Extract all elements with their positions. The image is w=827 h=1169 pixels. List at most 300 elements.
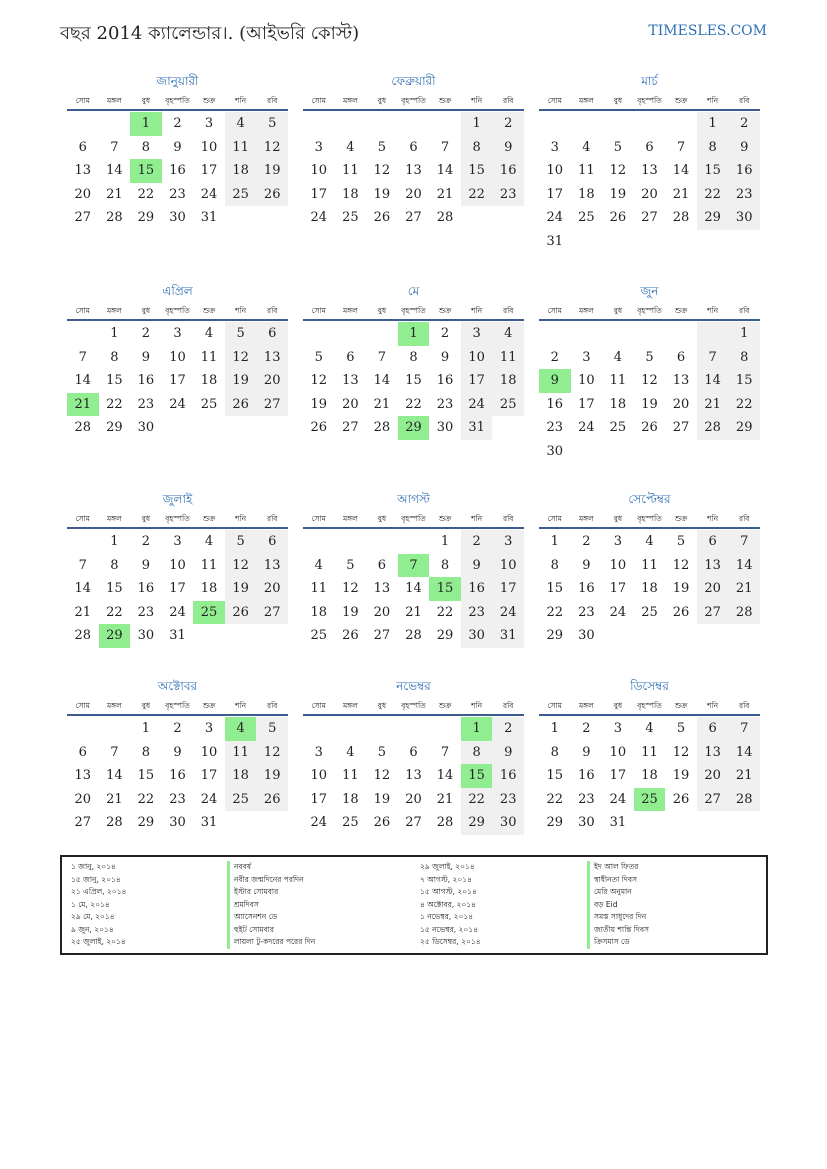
- day-cell[interactable]: 7: [676, 139, 686, 155]
- day-cell[interactable]: 12: [225, 346, 257, 370]
- day-cell[interactable]: 5: [225, 530, 257, 554]
- day-cell[interactable]: 10: [169, 557, 186, 573]
- day-cell[interactable]: 4: [582, 139, 591, 155]
- day-cell[interactable]: 14: [74, 581, 92, 597]
- day-cell[interactable]: 5: [377, 744, 387, 760]
- day-cell[interactable]: 30: [461, 624, 493, 648]
- day-cell[interactable]: 22: [461, 788, 493, 812]
- day-cell[interactable]: 16: [169, 768, 186, 784]
- day-cell[interactable]: 16: [492, 764, 524, 788]
- day-cell[interactable]: 20: [405, 791, 422, 807]
- day-cell[interactable]: 4: [645, 721, 654, 736]
- day-cell[interactable]: 2: [582, 534, 591, 549]
- day-cell[interactable]: 28: [74, 420, 92, 436]
- day-cell[interactable]: 16: [578, 581, 595, 597]
- day-cell[interactable]: 2: [492, 112, 524, 136]
- day-cell[interactable]: 13: [405, 163, 422, 179]
- day-cell[interactable]: 23: [578, 791, 595, 807]
- day-cell[interactable]: 1: [440, 534, 450, 549]
- day-cell[interactable]: 6: [256, 322, 288, 346]
- day-cell[interactable]: 17: [609, 581, 627, 597]
- day-cell[interactable]: 4: [225, 112, 257, 136]
- day-cell[interactable]: 19: [256, 159, 288, 183]
- day-cell[interactable]: 27: [256, 393, 288, 417]
- day-cell[interactable]: 26: [672, 791, 690, 807]
- day-cell[interactable]: 23: [169, 791, 186, 807]
- day-cell[interactable]: 2: [492, 717, 524, 741]
- day-cell[interactable]: 16: [578, 768, 595, 784]
- day-cell[interactable]: 16: [436, 373, 454, 389]
- day-cell[interactable]: 2: [440, 326, 450, 341]
- day-cell[interactable]: 21: [436, 186, 454, 202]
- day-cell[interactable]: 18: [200, 581, 218, 597]
- day-cell[interactable]: 5: [314, 349, 323, 365]
- day-cell[interactable]: 22: [728, 393, 760, 417]
- day-cell[interactable]: 12: [225, 554, 257, 578]
- day-cell[interactable]: 19: [225, 577, 257, 601]
- day-cell[interactable]: 2: [173, 721, 182, 736]
- day-cell[interactable]: 6: [78, 744, 87, 760]
- day-cell[interactable]: 7: [78, 557, 87, 573]
- day-cell[interactable]: 31: [492, 624, 524, 648]
- day-cell[interactable]: 22: [137, 791, 155, 807]
- day-cell[interactable]: 25: [225, 788, 257, 812]
- day-cell[interactable]: 10: [461, 346, 493, 370]
- day-cell[interactable]: 10: [310, 768, 328, 784]
- day-cell[interactable]: 18: [342, 791, 359, 807]
- day-cell[interactable]: 23: [436, 396, 454, 412]
- day-cell[interactable]: 7: [440, 139, 450, 155]
- day-cell[interactable]: 12: [373, 768, 391, 784]
- day-cell[interactable]: 24: [492, 601, 524, 625]
- day-cell[interactable]: 5: [256, 112, 288, 136]
- day-cell[interactable]: 10: [200, 139, 218, 155]
- day-cell[interactable]: 22: [436, 604, 454, 620]
- day-cell[interactable]: 2: [728, 112, 760, 136]
- day-cell[interactable]: 28: [373, 420, 391, 436]
- day-cell[interactable]: 10: [200, 744, 218, 760]
- day-cell[interactable]: 15: [106, 373, 123, 389]
- day-cell[interactable]: 29: [398, 416, 430, 440]
- day-cell[interactable]: 31: [609, 815, 627, 831]
- day-cell[interactable]: 12: [609, 163, 627, 179]
- day-cell[interactable]: 7: [728, 717, 760, 741]
- day-cell[interactable]: 3: [461, 322, 493, 346]
- day-cell[interactable]: 3: [204, 721, 214, 736]
- day-cell[interactable]: 1: [461, 717, 493, 741]
- day-cell[interactable]: 3: [173, 534, 182, 549]
- day-cell[interactable]: 19: [310, 396, 328, 412]
- day-cell[interactable]: 7: [78, 349, 87, 365]
- day-cell[interactable]: 15: [697, 159, 729, 183]
- day-cell[interactable]: 15: [546, 768, 564, 784]
- day-cell[interactable]: 10: [546, 163, 564, 179]
- day-cell[interactable]: 8: [550, 744, 559, 760]
- day-cell[interactable]: 21: [67, 393, 99, 417]
- day-cell[interactable]: 10: [310, 163, 328, 179]
- day-cell[interactable]: 8: [697, 136, 729, 160]
- day-cell[interactable]: 7: [398, 554, 430, 578]
- day-cell[interactable]: 18: [310, 604, 328, 620]
- day-cell[interactable]: 9: [492, 136, 524, 160]
- day-cell[interactable]: 13: [373, 581, 391, 597]
- day-cell[interactable]: 15: [137, 768, 155, 784]
- day-cell[interactable]: 18: [641, 581, 658, 597]
- day-cell[interactable]: 20: [74, 791, 92, 807]
- day-cell[interactable]: 22: [137, 186, 155, 202]
- day-cell[interactable]: 11: [342, 163, 359, 179]
- day-cell[interactable]: 19: [256, 764, 288, 788]
- day-cell[interactable]: 17: [200, 768, 218, 784]
- day-cell[interactable]: 27: [405, 210, 422, 226]
- day-cell[interactable]: 28: [106, 210, 123, 226]
- day-cell[interactable]: 22: [546, 791, 564, 807]
- day-cell[interactable]: 5: [676, 534, 686, 549]
- day-cell[interactable]: 17: [310, 791, 328, 807]
- day-cell[interactable]: 4: [314, 557, 323, 573]
- day-cell[interactable]: 16: [169, 163, 186, 179]
- day-cell[interactable]: 28: [405, 628, 422, 644]
- day-cell[interactable]: 9: [173, 744, 182, 760]
- day-cell[interactable]: 15: [429, 577, 461, 601]
- day-cell[interactable]: 22: [461, 183, 493, 207]
- day-cell[interactable]: 14: [436, 163, 454, 179]
- day-cell[interactable]: 18: [200, 373, 218, 389]
- day-cell[interactable]: 22: [697, 183, 729, 207]
- day-cell[interactable]: 19: [641, 396, 658, 412]
- day-cell[interactable]: 3: [492, 530, 524, 554]
- day-cell[interactable]: 6: [377, 557, 387, 573]
- day-cell[interactable]: 4: [225, 717, 257, 741]
- day-cell[interactable]: 2: [141, 326, 151, 341]
- day-cell[interactable]: 8: [550, 557, 559, 573]
- day-cell[interactable]: 2: [173, 116, 182, 131]
- day-cell[interactable]: 12: [342, 581, 359, 597]
- day-cell[interactable]: 27: [256, 601, 288, 625]
- day-cell[interactable]: 25: [342, 210, 359, 226]
- day-cell[interactable]: 11: [200, 557, 218, 573]
- day-cell[interactable]: 24: [200, 791, 218, 807]
- day-cell[interactable]: 24: [609, 791, 627, 807]
- day-cell[interactable]: 29: [461, 811, 493, 835]
- day-cell[interactable]: 5: [225, 322, 257, 346]
- day-cell[interactable]: 9: [582, 557, 591, 573]
- day-cell[interactable]: 27: [74, 815, 92, 831]
- day-cell[interactable]: 9: [539, 369, 571, 393]
- day-cell[interactable]: 1: [461, 112, 493, 136]
- day-cell[interactable]: 11: [225, 741, 257, 765]
- day-cell[interactable]: 25: [193, 601, 225, 625]
- day-cell[interactable]: 11: [578, 163, 595, 179]
- day-cell[interactable]: 31: [200, 210, 218, 226]
- day-cell[interactable]: 24: [169, 396, 186, 412]
- day-cell[interactable]: 28: [106, 815, 123, 831]
- day-cell[interactable]: 29: [99, 624, 131, 648]
- day-cell[interactable]: 5: [676, 721, 686, 736]
- day-cell[interactable]: 1: [110, 326, 119, 341]
- day-cell[interactable]: 28: [728, 788, 760, 812]
- day-cell[interactable]: 18: [609, 396, 627, 412]
- day-cell[interactable]: 30: [169, 815, 186, 831]
- day-cell[interactable]: 6: [645, 139, 654, 155]
- day-cell[interactable]: 4: [613, 349, 623, 365]
- day-cell[interactable]: 24: [310, 815, 328, 831]
- day-cell[interactable]: 18: [225, 159, 257, 183]
- day-cell[interactable]: 21: [728, 764, 760, 788]
- day-cell[interactable]: 25: [492, 393, 524, 417]
- day-cell[interactable]: 18: [578, 186, 595, 202]
- day-cell[interactable]: 27: [672, 420, 690, 436]
- day-cell[interactable]: 18: [641, 768, 658, 784]
- day-cell[interactable]: 23: [492, 788, 524, 812]
- day-cell[interactable]: 28: [436, 815, 454, 831]
- day-cell[interactable]: 22: [546, 604, 564, 620]
- day-cell[interactable]: 3: [613, 721, 623, 736]
- day-cell[interactable]: 11: [200, 349, 218, 365]
- day-cell[interactable]: 5: [346, 557, 355, 573]
- day-cell[interactable]: 10: [609, 744, 627, 760]
- day-cell[interactable]: 30: [137, 420, 155, 436]
- day-cell[interactable]: 21: [672, 186, 690, 202]
- day-cell[interactable]: 27: [405, 815, 422, 831]
- day-cell[interactable]: 11: [342, 768, 359, 784]
- day-cell[interactable]: 14: [436, 768, 454, 784]
- day-cell[interactable]: 26: [672, 604, 690, 620]
- day-cell[interactable]: 17: [546, 186, 564, 202]
- day-cell[interactable]: 12: [373, 163, 391, 179]
- day-cell[interactable]: 7: [110, 139, 119, 155]
- day-cell[interactable]: 1: [728, 322, 760, 346]
- day-cell[interactable]: 29: [697, 206, 729, 230]
- day-cell[interactable]: 19: [609, 186, 627, 202]
- day-cell[interactable]: 12: [672, 557, 690, 573]
- day-cell[interactable]: 17: [609, 768, 627, 784]
- day-cell[interactable]: 27: [697, 788, 729, 812]
- day-cell[interactable]: 30: [728, 206, 760, 230]
- day-cell[interactable]: 13: [342, 373, 359, 389]
- day-cell[interactable]: 9: [582, 744, 591, 760]
- day-cell[interactable]: 19: [672, 768, 690, 784]
- day-cell[interactable]: 1: [110, 534, 119, 549]
- day-cell[interactable]: 21: [728, 577, 760, 601]
- day-cell[interactable]: 20: [405, 186, 422, 202]
- day-cell[interactable]: 14: [697, 369, 729, 393]
- day-cell[interactable]: 17: [169, 581, 186, 597]
- day-cell[interactable]: 20: [256, 369, 288, 393]
- day-cell[interactable]: 1: [141, 721, 151, 736]
- day-cell[interactable]: 3: [582, 349, 591, 365]
- day-cell[interactable]: 9: [141, 557, 151, 573]
- day-cell[interactable]: 7: [110, 744, 119, 760]
- day-cell[interactable]: 29: [106, 420, 123, 436]
- day-cell[interactable]: 21: [697, 393, 729, 417]
- day-cell[interactable]: 23: [461, 601, 493, 625]
- day-cell[interactable]: 14: [672, 163, 690, 179]
- day-cell[interactable]: 19: [373, 186, 391, 202]
- day-cell[interactable]: 13: [256, 346, 288, 370]
- day-cell[interactable]: 13: [697, 741, 729, 765]
- day-cell[interactable]: 8: [728, 346, 760, 370]
- day-cell[interactable]: 26: [373, 210, 391, 226]
- day-cell[interactable]: 3: [550, 139, 559, 155]
- day-cell[interactable]: 15: [130, 159, 162, 183]
- day-cell[interactable]: 12: [256, 741, 288, 765]
- day-cell[interactable]: 11: [310, 581, 328, 597]
- day-cell[interactable]: 30: [546, 443, 564, 459]
- day-cell[interactable]: 4: [492, 322, 524, 346]
- site-name[interactable]: TIMESLES.COM: [648, 23, 767, 39]
- day-cell[interactable]: 20: [74, 186, 92, 202]
- day-cell[interactable]: 15: [405, 373, 422, 389]
- day-cell[interactable]: 28: [436, 210, 454, 226]
- day-cell[interactable]: 23: [728, 183, 760, 207]
- day-cell[interactable]: 8: [110, 349, 119, 365]
- day-cell[interactable]: 13: [74, 163, 92, 179]
- day-cell[interactable]: 22: [405, 396, 422, 412]
- day-cell[interactable]: 23: [546, 420, 564, 436]
- day-cell[interactable]: 14: [106, 163, 123, 179]
- day-cell[interactable]: 21: [373, 396, 391, 412]
- day-cell[interactable]: 13: [405, 768, 422, 784]
- day-cell[interactable]: 5: [377, 139, 387, 155]
- day-cell[interactable]: 8: [110, 557, 119, 573]
- day-cell[interactable]: 4: [346, 139, 355, 155]
- day-cell[interactable]: 1: [550, 534, 559, 549]
- day-cell[interactable]: 4: [204, 326, 214, 341]
- day-cell[interactable]: 6: [409, 744, 418, 760]
- day-cell[interactable]: 16: [728, 159, 760, 183]
- day-cell[interactable]: 6: [676, 349, 686, 365]
- day-cell[interactable]: 17: [200, 163, 218, 179]
- day-cell[interactable]: 12: [256, 136, 288, 160]
- day-cell[interactable]: 10: [609, 557, 627, 573]
- day-cell[interactable]: 9: [173, 139, 182, 155]
- day-cell[interactable]: 12: [310, 373, 328, 389]
- day-cell[interactable]: 28: [728, 601, 760, 625]
- day-cell[interactable]: 10: [578, 373, 595, 389]
- day-cell[interactable]: 21: [436, 791, 454, 807]
- day-cell[interactable]: 11: [641, 744, 658, 760]
- day-cell[interactable]: 29: [137, 815, 155, 831]
- day-cell[interactable]: 21: [106, 791, 123, 807]
- day-cell[interactable]: 6: [256, 530, 288, 554]
- day-cell[interactable]: 8: [141, 744, 151, 760]
- day-cell[interactable]: 26: [310, 420, 328, 436]
- day-cell[interactable]: 25: [342, 815, 359, 831]
- day-cell[interactable]: 6: [697, 717, 729, 741]
- day-cell[interactable]: 30: [169, 210, 186, 226]
- day-cell[interactable]: 3: [314, 744, 323, 760]
- day-cell[interactable]: 17: [461, 369, 493, 393]
- day-cell[interactable]: 16: [492, 159, 524, 183]
- day-cell[interactable]: 12: [672, 744, 690, 760]
- day-cell[interactable]: 30: [436, 420, 454, 436]
- day-cell[interactable]: 25: [310, 628, 328, 644]
- day-cell[interactable]: 5: [256, 717, 288, 741]
- day-cell[interactable]: 15: [106, 581, 123, 597]
- day-cell[interactable]: 8: [461, 741, 493, 765]
- day-cell[interactable]: 17: [310, 186, 328, 202]
- day-cell[interactable]: 6: [346, 349, 355, 365]
- day-cell[interactable]: 27: [373, 628, 391, 644]
- day-cell[interactable]: 23: [492, 183, 524, 207]
- day-cell[interactable]: 10: [492, 554, 524, 578]
- day-cell[interactable]: 19: [672, 581, 690, 597]
- day-cell[interactable]: 9: [461, 554, 493, 578]
- day-cell[interactable]: 1: [398, 322, 430, 346]
- day-cell[interactable]: 20: [256, 577, 288, 601]
- day-cell[interactable]: 13: [672, 373, 690, 389]
- day-cell[interactable]: 28: [697, 416, 729, 440]
- day-cell[interactable]: 15: [546, 581, 564, 597]
- day-cell[interactable]: 13: [697, 554, 729, 578]
- day-cell[interactable]: 5: [645, 349, 654, 365]
- day-cell[interactable]: 18: [342, 186, 359, 202]
- day-cell[interactable]: 26: [373, 815, 391, 831]
- day-cell[interactable]: 24: [578, 420, 595, 436]
- day-cell[interactable]: 20: [697, 764, 729, 788]
- day-cell[interactable]: 28: [672, 210, 690, 226]
- day-cell[interactable]: 28: [74, 628, 92, 644]
- day-cell[interactable]: 25: [225, 183, 257, 207]
- day-cell[interactable]: 25: [634, 788, 666, 812]
- day-cell[interactable]: 25: [578, 210, 595, 226]
- day-cell[interactable]: 26: [641, 420, 658, 436]
- day-cell[interactable]: 17: [492, 577, 524, 601]
- day-cell[interactable]: 16: [137, 581, 155, 597]
- day-cell[interactable]: 17: [578, 396, 595, 412]
- day-cell[interactable]: 26: [225, 393, 257, 417]
- day-cell[interactable]: 26: [256, 788, 288, 812]
- day-cell[interactable]: 23: [169, 186, 186, 202]
- day-cell[interactable]: 14: [405, 581, 422, 597]
- day-cell[interactable]: 1: [130, 112, 162, 136]
- day-cell[interactable]: 29: [546, 815, 564, 831]
- day-cell[interactable]: 8: [409, 349, 418, 365]
- day-cell[interactable]: 29: [728, 416, 760, 440]
- day-cell[interactable]: 3: [173, 326, 182, 341]
- day-cell[interactable]: 15: [728, 369, 760, 393]
- day-cell[interactable]: 14: [106, 768, 123, 784]
- day-cell[interactable]: 19: [225, 369, 257, 393]
- day-cell[interactable]: 13: [74, 768, 92, 784]
- day-cell[interactable]: 2: [141, 534, 151, 549]
- day-cell[interactable]: 14: [728, 554, 760, 578]
- day-cell[interactable]: 18: [492, 369, 524, 393]
- day-cell[interactable]: 15: [461, 764, 493, 788]
- day-cell[interactable]: 20: [697, 577, 729, 601]
- day-cell[interactable]: 3: [314, 139, 323, 155]
- day-cell[interactable]: 7: [377, 349, 387, 365]
- day-cell[interactable]: 9: [440, 349, 450, 365]
- day-cell[interactable]: 2: [582, 721, 591, 736]
- day-cell[interactable]: 29: [546, 628, 564, 644]
- day-cell[interactable]: 16: [546, 396, 564, 412]
- day-cell[interactable]: 3: [613, 534, 623, 549]
- day-cell[interactable]: 20: [641, 186, 658, 202]
- day-cell[interactable]: 10: [169, 349, 186, 365]
- day-cell[interactable]: 2: [550, 349, 559, 365]
- day-cell[interactable]: 24: [169, 604, 186, 620]
- day-cell[interactable]: 19: [342, 604, 359, 620]
- day-cell[interactable]: 6: [78, 139, 87, 155]
- day-cell[interactable]: 6: [409, 139, 418, 155]
- day-cell[interactable]: 29: [436, 628, 454, 644]
- day-cell[interactable]: 31: [169, 628, 186, 644]
- day-cell[interactable]: 9: [492, 741, 524, 765]
- day-cell[interactable]: 27: [342, 420, 359, 436]
- day-cell[interactable]: 25: [609, 420, 627, 436]
